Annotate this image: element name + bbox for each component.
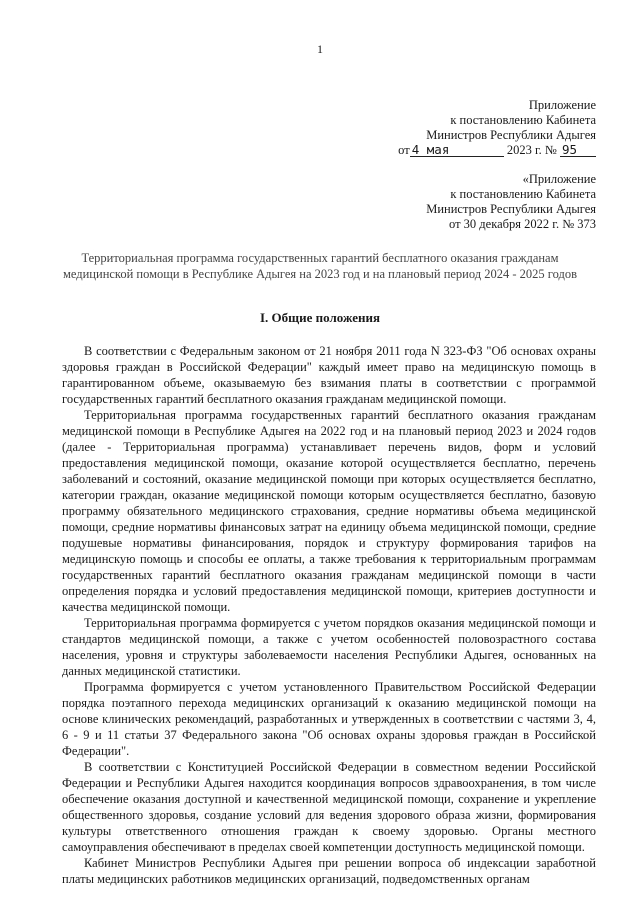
page-number: 1 — [317, 42, 323, 56]
paragraph: Кабинет Министров Республики Адыгея при решении вопроса об индексации заработной платы медицинских работников медицинских организаций, подведомственных органам — [62, 856, 596, 886]
date-suffix: 2023 г. № — [506, 143, 557, 157]
appendix-current-line3: Министров Республики Адыгея — [426, 128, 596, 142]
appendix-current-line2: к постановлению Кабинета — [450, 113, 596, 127]
appendix-previous-line3: Министров Республики Адыгея — [426, 202, 596, 216]
handwritten-date: 4 мая — [410, 144, 504, 157]
paragraph: Территориальная программа государственных гарантий бесплатного оказания гражданам медицинской помощи в Республике Адыгея на 2022 год и на плановый период 2023 и 2024 годов (далее - Территориальная программа) устанавливает перечень видов, форм и условий предоставления медицинской помощи, оказание которой осуществляется бесплатно, перечень заболеваний и состояний, оказание медицинской помощи при которых осуществляется бесплатно, категории граждан, оказание медицинской помощи которым осуществляется бесплатно, базовую программу обязательного медицинского страхования, средние нормативы объема медицинской помощи, средние нормативы финансовых затрат на единицу объема медицинской помощи, средние подушевые нормативы финансирования, порядок и структуру формирования тарифов на медицинскую помощь и способы ее оплаты, а также требования к территориальным программам государственных гарантий бесплатного оказания гражданам медицинской помощи в части определения порядка и условий предоставления медицинской помощи, критериев доступности и качества медицинской помощи. — [62, 408, 596, 614]
appendix-previous-block — [336, 172, 596, 232]
document-body — [62, 343, 596, 887]
paragraph: В соответствии с Федеральным законом от 21 ноября 2011 года N 323-ФЗ "Об основах охраны здоровья граждан в Российской Федерации" каждый имеет право на медицинскую помощь в гарантированном объеме, оказываемую без взимания платы в соответствии с программой государственных гарантий бесплатного оказания гражданам медицинской помощи. — [62, 344, 596, 406]
date-prefix: от — [398, 143, 410, 157]
appendix-current-date-line — [336, 143, 596, 158]
appendix-current-block — [336, 98, 596, 158]
document-title — [40, 250, 600, 282]
paragraph: В соответствии с Конституцией Российской Федерации в совместном ведении Российской Федерации и Республики Адыгея находится координация вопросов здравоохранения, в том числе обеспечение оказания доступной и качественной медицинской помощи, сохранение и укрепление общественного здоровья, создание условий для ведения здорового образа жизни, формирования культуры ответственного отношения граждан к своему здоровью. Органы местного самоуправления обеспечивают в пределах своей компетенции доступность медицинской помощи. — [62, 760, 596, 854]
paragraph: Программа формируется с учетом установленного Правительством Российской Федерации порядка поэтапного перехода медицинских организаций к оказанию медицинской помощи на основе клинических рекомендаций, разработанных и утвержденных в соответствии с частями 3, 4, 6 - 9 и 11 статьи 37 Федерального закона "Об основах охраны здоровья граждан в Российской Федерации". — [62, 680, 596, 758]
appendix-previous-line2: к постановлению Кабинета — [450, 187, 596, 201]
paragraph: Территориальная программа формируется с учетом порядков оказания медицинской помощи и стандартов медицинской помощи, а также с учетом особенностей половозрастного состава населения, уровня и структуры заболеваемости населения Республики Адыгея, основанных на данных медицинской статистики. — [62, 616, 596, 678]
document-title-line1: Территориальная программа государственных гарантий бесплатного оказания гражданам — [81, 251, 559, 265]
section-heading: I. Общие положения — [260, 310, 380, 325]
handwritten-number: 95 — [560, 144, 596, 157]
document-title-line2: медицинской помощи в Республике Адыгея на 2023 год и на плановый период 2024 - 2025 годов — [62, 267, 578, 281]
appendix-previous-line1: «Приложение — [522, 172, 596, 186]
appendix-current-line1: Приложение — [528, 98, 596, 112]
appendix-previous-line4: от 30 декабря 2022 г. № 373 — [448, 217, 596, 231]
